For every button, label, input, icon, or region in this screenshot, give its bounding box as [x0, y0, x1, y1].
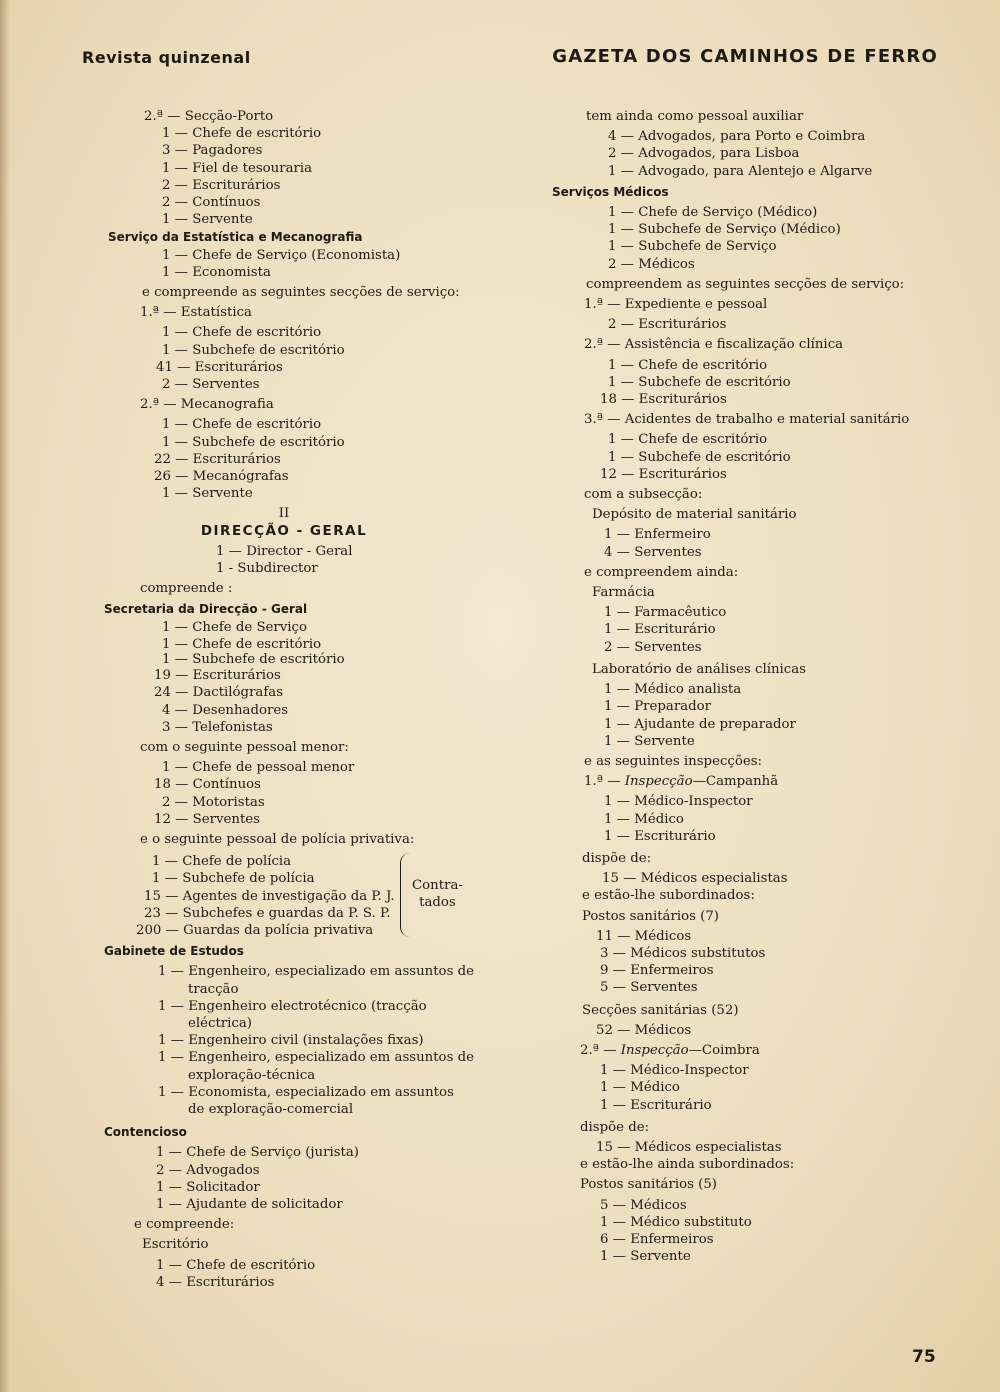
- list-item: 1 — Preparador: [604, 699, 711, 715]
- list-item: 1 — Solicitador: [156, 1179, 260, 1195]
- police-list: [104, 853, 474, 939]
- list-item: 1 — Engenheiro, especializado em assuntos de exploração-técnica: [158, 1050, 474, 1083]
- list-item: 15 — Agentes de investigação da P. J.: [144, 888, 395, 904]
- list-item: 1 — Economista: [162, 264, 271, 280]
- inspection-number: 1.ª —: [584, 774, 625, 790]
- subsection-title: Depósito de material sanitário: [592, 507, 797, 523]
- list-item: 5 — Médicos: [600, 1197, 687, 1213]
- list-item: 1 — Escriturário: [600, 1097, 712, 1113]
- intro-text: dispõe de:: [582, 850, 652, 866]
- list-item: 1 — Servente: [600, 1249, 691, 1265]
- list-item: 1 - Subdirector: [216, 561, 318, 577]
- list-item: 1 — Economista, especializado em assuntos de exploração-comercial: [158, 1084, 454, 1117]
- list-item: 3 — Telefonistas: [162, 719, 273, 735]
- list-item: 1 — Subchefe de escritório: [608, 449, 791, 465]
- brace-icon: [400, 853, 411, 937]
- list-item: 1 — Chefe de Serviço: [162, 619, 307, 635]
- intro-text: e o seguinte pessoal de polícia privativa:: [140, 831, 415, 847]
- list-item: 22 — Escriturários: [154, 451, 281, 467]
- section-title: 1.ª — Estatística: [140, 305, 252, 321]
- list-item: 1 — Ajudante de solicitador: [156, 1196, 343, 1212]
- subsection-title: Escritório: [142, 1237, 209, 1253]
- list-item: 15 — Médicos especialistas: [596, 1139, 782, 1155]
- subsection-title: Laboratório de análises clínicas: [592, 661, 806, 677]
- list-item: 1 — Subchefe de Serviço: [608, 239, 777, 255]
- header-right: GAZETA DOS CAMINHOS DE FERRO: [552, 46, 938, 67]
- list-item: 9 — Enfermeiros: [600, 963, 714, 979]
- page-header: [82, 48, 938, 72]
- list-item: 1 — Chefe de polícia: [152, 854, 292, 870]
- section-title: 2.ª — Mecanografia: [140, 397, 274, 413]
- list-item: 2 — Escriturários: [162, 177, 281, 193]
- list-item: 41 — Escriturários: [156, 359, 283, 375]
- list-item: 1 — Chefe de escritório: [162, 126, 322, 142]
- list-item: 1 — Engenheiro civil (instalações fixas): [158, 1033, 424, 1049]
- list-item: 1 — Servente: [162, 212, 253, 228]
- section-heading: Secretaria da Direcção - Geral: [104, 602, 308, 617]
- intro-text: e estão-lhe subordinados:: [582, 888, 755, 904]
- list-item: 12 — Serventes: [154, 811, 260, 827]
- list-item: 1 — Subchefe de escritório: [162, 652, 345, 668]
- page-number: 75: [912, 1347, 936, 1367]
- section-heading: Serviço da Estatística e Mecanografia: [108, 230, 363, 245]
- list-item: 1 — Chefe de escritório: [162, 636, 322, 652]
- list-item: 2 — Advogados: [156, 1162, 260, 1178]
- list-item: 5 — Serventes: [600, 980, 698, 996]
- list-item: 1 — Subchefe de escritório: [608, 374, 791, 390]
- inspection-title: [552, 773, 942, 790]
- list-item: 2 — Motoristas: [162, 794, 265, 810]
- list-item: 1 — Chefe de Serviço (Economista): [162, 247, 401, 263]
- subsection-title: Postos sanitários (5): [580, 1177, 717, 1193]
- right-column: [552, 108, 942, 1265]
- list-item: 1 — Enfermeiro: [604, 527, 711, 543]
- list-item: 1 — Advogado, para Alentejo e Algarve: [608, 163, 873, 179]
- inspection-place: —Coimbra: [688, 1042, 760, 1058]
- list-item: 1 — Médico-Inspector: [600, 1063, 749, 1079]
- list-item: 1 — Fiel de tesouraria: [162, 160, 313, 176]
- list-item: 200 — Guardas da polícia privativa: [136, 922, 374, 938]
- header-left: Revista quinzenal: [82, 48, 251, 67]
- list-item: 1 — Subchefe de escritório: [162, 342, 345, 358]
- intro-text: compreende :: [140, 581, 233, 597]
- inspection-word: Inspecção: [620, 1042, 689, 1058]
- roman-numeral: II: [278, 506, 290, 522]
- left-column: [104, 108, 474, 1291]
- list-item: 52 — Médicos: [596, 1022, 692, 1038]
- inspection-place: —Campanhã: [692, 774, 779, 790]
- list-item: 26 — Mecanógrafas: [154, 469, 289, 485]
- chapter-title: DIRECÇÃO - GERAL: [200, 522, 368, 539]
- intro-text: e estão-lhe ainda subordinados:: [580, 1157, 795, 1173]
- list-item: 1 — Chefe de pessoal menor: [162, 760, 355, 776]
- list-item: 1 — Chefe de Serviço (Médico): [608, 205, 818, 221]
- list-item: 24 — Dactilógrafas: [154, 685, 284, 701]
- inspection-word: Inspecção: [624, 774, 693, 790]
- list-item: 3 — Médicos substitutos: [600, 945, 766, 961]
- list-item: 1 — Engenheiro, especializado em assuntos de tracção: [158, 964, 474, 997]
- list-item: 3 — Pagadores: [162, 143, 263, 159]
- list-item: 18 — Escriturários: [600, 392, 727, 408]
- list-item: 1 — Servente: [604, 733, 695, 749]
- list-item: 4 — Advogados, para Porto e Coimbra: [608, 129, 866, 145]
- list-item: 1 — Médico: [600, 1080, 680, 1096]
- list-item: 2 — Escriturários: [608, 317, 727, 333]
- list-item: 2 — Serventes: [604, 639, 702, 655]
- list-item: 1 — Chefe de escritório: [162, 417, 322, 433]
- contratados-note: [412, 877, 463, 911]
- list-item: 1 — Subchefe de escritório: [162, 434, 345, 450]
- note-line: tados: [419, 895, 456, 911]
- porto-list: [104, 125, 474, 228]
- inspection-title: [552, 1042, 942, 1059]
- list-item: 2 — Advogados, para Lisboa: [608, 146, 800, 162]
- list-item: 1 — Ajudante de preparador: [604, 716, 796, 732]
- intro-text: e compreende:: [134, 1217, 235, 1233]
- list-item: 1 — Médico analista: [604, 682, 742, 698]
- list-item: 1 — Farmacêutico: [604, 605, 727, 621]
- list-item: 1 — Escriturário: [604, 828, 716, 844]
- section-title: 2.ª — Secção-Porto: [144, 109, 274, 124]
- subsection-title: Postos sanitários (7): [582, 908, 719, 924]
- list-item: 1 — Subchefe de polícia: [152, 871, 315, 887]
- list-item: 4 — Serventes: [604, 544, 702, 560]
- list-item: 4 — Escriturários: [156, 1274, 275, 1290]
- section-title: 2.ª — Assistência e fiscalização clínica: [584, 337, 844, 353]
- list-item: 1 — Chefe de escritório: [156, 1257, 316, 1273]
- subsection-title: Secções sanitárias (52): [582, 1002, 739, 1018]
- list-item: 2 — Médicos: [608, 256, 695, 272]
- section-title: 3.ª — Acidentes de trabalho e material sanitário: [584, 412, 910, 428]
- intro-text: com a subsecção:: [584, 487, 703, 503]
- section-heading: Gabinete de Estudos: [104, 944, 244, 959]
- list-item: 1 — Médico-Inspector: [604, 794, 753, 810]
- intro-text: compreendem as seguintes secções de serviço:: [586, 276, 905, 292]
- list-item: 12 — Escriturários: [600, 466, 727, 482]
- section-heading: Contencioso: [104, 1125, 187, 1140]
- inspection-number: 2.ª —: [580, 1042, 621, 1058]
- list-item: 11 — Médicos: [596, 928, 692, 944]
- intro-text: dispõe de:: [580, 1119, 650, 1135]
- list-item: 1 — Médico substituto: [600, 1214, 752, 1230]
- list-item: 15 — Médicos especialistas: [602, 871, 788, 887]
- subsection-title: Farmácia: [592, 585, 655, 601]
- list-item: 2 — Contínuos: [162, 195, 261, 211]
- list-item: 1 — Engenheiro electrotécnico (tracção eléctrica): [158, 998, 427, 1031]
- list-item: 2 — Serventes: [162, 377, 260, 393]
- intro-text: tem ainda como pessoal auxiliar: [586, 109, 804, 124]
- intro-text: e as seguintes inspecções:: [584, 753, 763, 769]
- list-item: 6 — Enfermeiros: [600, 1231, 714, 1247]
- section-heading: Serviços Médicos: [552, 184, 669, 199]
- list-item: 18 — Contínuos: [154, 777, 261, 793]
- list-item: 1 — Chefe de escritório: [608, 432, 768, 448]
- intro-text: com o seguinte pessoal menor:: [140, 739, 349, 755]
- list-item: 1 — Subchefe de Serviço (Médico): [608, 222, 841, 238]
- page-edge-shadow: [0, 0, 10, 1392]
- list-item: 1 — Chefe de Serviço (jurista): [156, 1145, 359, 1161]
- note-line: Contra-: [412, 878, 463, 894]
- list-item: 1 — Servente: [162, 486, 253, 502]
- list-item: 1 — Chefe de escritório: [162, 325, 322, 341]
- list-item: 19 — Escriturários: [154, 668, 281, 684]
- list-item: 4 — Desenhadores: [162, 702, 289, 718]
- intro-text: e compreende as seguintes secções de serviço:: [142, 285, 460, 301]
- section-title: 1.ª — Expediente e pessoal: [584, 297, 768, 313]
- list-item: 1 — Médico: [604, 811, 684, 827]
- list-item: 1 — Director - Geral: [216, 543, 353, 559]
- intro-text: e compreendem ainda:: [584, 564, 739, 580]
- list-item: 1 — Escriturário: [604, 622, 716, 638]
- list-item: 23 — Subchefes e guardas da P. S. P.: [144, 905, 391, 921]
- list-item: 1 — Chefe de escritório: [608, 357, 768, 373]
